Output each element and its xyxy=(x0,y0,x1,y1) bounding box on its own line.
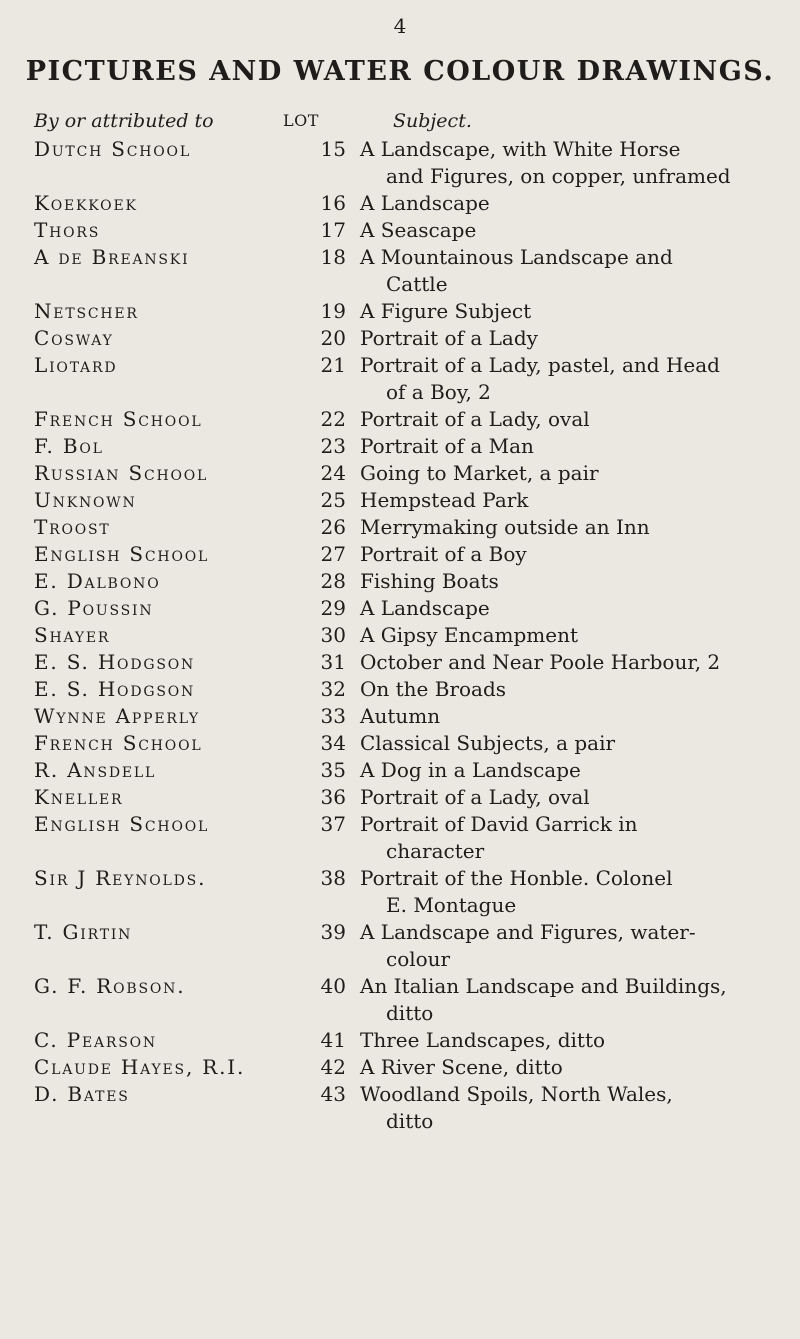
subject-text xyxy=(360,649,780,676)
list-item xyxy=(0,1027,800,1054)
artist-name: G. Poussin xyxy=(34,596,154,620)
artist-name: Claude Hayes, R.I. xyxy=(34,1055,246,1079)
list-item xyxy=(0,217,800,244)
list-item xyxy=(0,190,800,217)
list-item xyxy=(0,919,800,973)
subject-continuation: of a Boy, 2 xyxy=(386,380,491,404)
lot-number: 19 xyxy=(320,299,346,323)
list-item xyxy=(0,649,800,676)
artist-name: Russian School xyxy=(34,461,209,485)
subject-continuation: colour xyxy=(386,947,451,971)
subject-text xyxy=(360,298,780,325)
artist-name: Liotard xyxy=(34,353,118,377)
artist-name: Kneller xyxy=(34,785,124,809)
list-item xyxy=(0,757,800,784)
subject-line: Portrait of a Lady xyxy=(360,326,538,350)
subject-line: Classical Subjects, a pair xyxy=(360,731,616,755)
subject-text xyxy=(360,136,780,190)
artist-name: D. Bates xyxy=(34,1082,130,1106)
subject-text xyxy=(360,217,780,244)
subject-continuation: ditto xyxy=(386,1001,434,1025)
artist-name: T. Girtin xyxy=(34,920,133,944)
lot-number: 40 xyxy=(320,974,346,998)
subject-line: Hempstead Park xyxy=(360,488,529,512)
subject-line: October and Near Poole Harbour, 2 xyxy=(360,650,721,674)
lot-number: 30 xyxy=(320,623,346,647)
subject-line: Portrait of a Lady, oval xyxy=(360,785,590,809)
subject-text xyxy=(360,1027,780,1054)
lot-number: 38 xyxy=(320,866,346,890)
subject-text xyxy=(360,568,780,595)
artist-name: Shayer xyxy=(34,623,111,647)
subject-text xyxy=(360,784,780,811)
list-item xyxy=(0,865,800,919)
artist-name: F. Bol xyxy=(34,434,104,458)
list-item xyxy=(0,244,800,298)
artist-name: R. Ansdell xyxy=(34,758,157,782)
artist-name: Wynne Apperly xyxy=(34,704,200,728)
lot-number: 28 xyxy=(320,569,346,593)
artist-name: E. Dalbono xyxy=(34,569,161,593)
artist-name: Troost xyxy=(34,515,111,539)
artist-name: C. Pearson xyxy=(34,1028,157,1052)
subject-line: Portrait of a Lady, pastel, and Head xyxy=(360,353,720,377)
list-item xyxy=(0,973,800,1027)
list-item xyxy=(0,298,800,325)
artist-name: English School xyxy=(34,812,210,836)
subject-text xyxy=(360,487,780,514)
lot-number: 25 xyxy=(320,488,346,512)
subject-line: A Landscape, with White Horse xyxy=(360,137,681,161)
subject-continuation: E. Montague xyxy=(386,893,517,917)
list-item xyxy=(0,811,800,865)
subject-line: An Italian Landscape and Buildings, xyxy=(360,974,727,998)
subject-line: Going to Market, a pair xyxy=(360,461,599,485)
list-item xyxy=(0,1081,800,1135)
subject-text xyxy=(360,973,780,1027)
lot-number: 29 xyxy=(320,596,346,620)
subject-line: Fishing Boats xyxy=(360,569,499,593)
artist-name: E. S. Hodgson xyxy=(34,677,196,701)
subject-continuation: Cattle xyxy=(386,272,448,296)
subject-line: Portrait of a Boy xyxy=(360,542,527,566)
list-item xyxy=(0,406,800,433)
lot-number: 22 xyxy=(320,407,346,431)
lot-number: 43 xyxy=(320,1082,346,1106)
subject-line: Merrymaking outside an Inn xyxy=(360,515,650,539)
list-item xyxy=(0,595,800,622)
lot-number: 37 xyxy=(320,812,346,836)
list-item xyxy=(0,703,800,730)
lot-number: 21 xyxy=(320,353,346,377)
subject-text xyxy=(360,622,780,649)
subject-text xyxy=(360,1054,780,1081)
artist-name: Unknown xyxy=(34,488,137,512)
artist-name: French School xyxy=(34,731,203,755)
artist-name: English School xyxy=(34,542,210,566)
artist-name: A de Breanski xyxy=(34,245,190,269)
subject-line: A Dog in a Landscape xyxy=(360,758,581,782)
list-item xyxy=(0,1054,800,1081)
subject-line: A Mountainous Landscape and xyxy=(360,245,673,269)
list-item xyxy=(0,433,800,460)
subject-continuation: character xyxy=(386,839,485,863)
list-item xyxy=(0,784,800,811)
subject-text xyxy=(360,460,780,487)
subject-line: A Gipsy Encampment xyxy=(360,623,578,647)
subject-continuation: and Figures, on copper, unframed xyxy=(386,164,731,188)
subject-text xyxy=(360,1081,780,1135)
subject-line: Three Landscapes, ditto xyxy=(360,1028,606,1052)
artist-name: Netscher xyxy=(34,299,139,323)
artist-name: French School xyxy=(34,407,203,431)
lot-number: 16 xyxy=(320,191,346,215)
subject-text xyxy=(360,676,780,703)
artist-name: Dutch School xyxy=(34,137,191,161)
list-item xyxy=(0,514,800,541)
subject-line: Portrait of David Garrick in xyxy=(360,812,638,836)
subject-text xyxy=(360,865,780,919)
list-item xyxy=(0,568,800,595)
lot-number: 41 xyxy=(320,1028,346,1052)
artist-name: E. S. Hodgson xyxy=(34,650,196,674)
subject-text xyxy=(360,433,780,460)
artist-name: Koekkoek xyxy=(34,191,138,215)
lot-number: 20 xyxy=(320,326,346,350)
list-item xyxy=(0,136,800,190)
list-item xyxy=(0,352,800,406)
list-item xyxy=(0,541,800,568)
column-headers xyxy=(0,110,800,138)
lot-number: 39 xyxy=(320,920,346,944)
list-item xyxy=(0,622,800,649)
subject-continuation: ditto xyxy=(386,1109,434,1133)
lot-number: 32 xyxy=(320,677,346,701)
subject-line: On the Broads xyxy=(360,677,507,701)
lot-number: 33 xyxy=(320,704,346,728)
list-item xyxy=(0,487,800,514)
artist-name: Sir J Reynolds. xyxy=(34,866,207,890)
list-item xyxy=(0,325,800,352)
list-item xyxy=(0,460,800,487)
page-title: PICTURES AND WATER COLOUR DRAWINGS. xyxy=(25,56,775,87)
subject-text xyxy=(360,244,780,298)
artist-name: G. F. Robson. xyxy=(34,974,186,998)
subject-line: A Landscape xyxy=(360,191,490,215)
subject-line: A Figure Subject xyxy=(360,299,532,323)
subject-line: A Landscape and Figures, water- xyxy=(360,920,696,944)
artist-column-header: By or attributed to xyxy=(34,110,214,132)
subject-line: A River Scene, ditto xyxy=(360,1055,563,1079)
lot-number: 26 xyxy=(320,515,346,539)
subject-text xyxy=(360,190,780,217)
artist-name: Thors xyxy=(34,218,101,242)
subject-text xyxy=(360,703,780,730)
lot-number: 27 xyxy=(320,542,346,566)
lot-number: 17 xyxy=(320,218,346,242)
subject-column-header: Subject. xyxy=(393,110,472,132)
subject-line: Autumn xyxy=(360,704,441,728)
lot-number: 36 xyxy=(320,785,346,809)
lot-number: 23 xyxy=(320,434,346,458)
subject-line: Woodland Spoils, North Wales, xyxy=(360,1082,673,1106)
subject-text xyxy=(360,919,780,973)
lot-number: 42 xyxy=(320,1055,346,1079)
lot-number: 15 xyxy=(320,137,346,161)
subject-text xyxy=(360,325,780,352)
lot-number: 18 xyxy=(320,245,346,269)
list-item xyxy=(0,730,800,757)
subject-line: Portrait of a Lady, oval xyxy=(360,407,590,431)
artist-name: Cosway xyxy=(34,326,114,350)
subject-text xyxy=(360,730,780,757)
subject-text xyxy=(360,514,780,541)
subject-line: Portrait of a Man xyxy=(360,434,534,458)
subject-text xyxy=(360,595,780,622)
subject-text xyxy=(360,541,780,568)
subject-line: Portrait of the Honble. Colonel xyxy=(360,866,673,890)
subject-text xyxy=(360,406,780,433)
lot-number: 24 xyxy=(320,461,346,485)
subject-text xyxy=(360,811,780,865)
subject-text xyxy=(360,757,780,784)
subject-line: A Seascape xyxy=(360,218,477,242)
lot-column-header: LOT xyxy=(283,111,319,130)
subject-text xyxy=(360,352,780,406)
lot-number: 31 xyxy=(320,650,346,674)
catalogue-list xyxy=(0,136,800,1135)
lot-number: 34 xyxy=(320,731,346,755)
lot-number: 35 xyxy=(320,758,346,782)
page-number: 4 xyxy=(393,14,407,38)
subject-line: A Landscape xyxy=(360,596,490,620)
list-item xyxy=(0,676,800,703)
